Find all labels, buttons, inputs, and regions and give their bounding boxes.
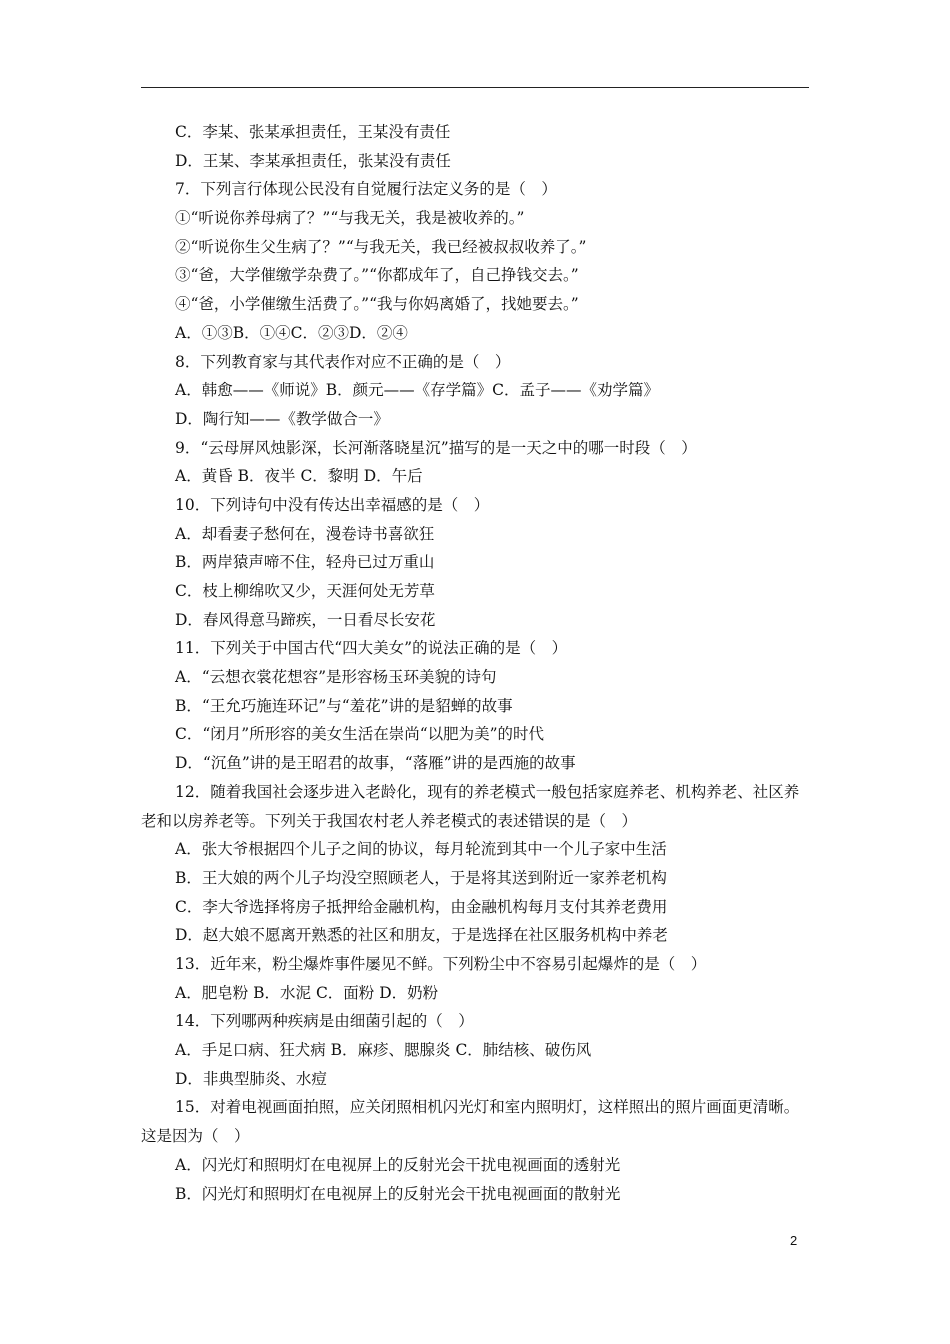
text-line: 9．“云母屏风烛影深，长河渐落晓星沉”描写的是一天之中的哪一时段（ ） <box>175 438 697 457</box>
text-line: 14．下列哪两种疾病是由细菌引起的（ ） <box>175 1012 474 1031</box>
text-line: A．却看妻子愁何在，漫卷诗书喜欲狂 <box>175 524 435 543</box>
text-line: C．李大爷选择将房子抵押给金融机构，由金融机构每月支付其养老费用 <box>175 897 668 916</box>
text-line: A．①③B．①④C．②③D．②④ <box>175 323 408 342</box>
text-line: B．闪光灯和照明灯在电视屏上的反射光会干扰电视画面的散射光 <box>175 1184 621 1203</box>
text-line: A．“云想衣裳花想容”是形容杨玉环美貌的诗句 <box>175 668 497 687</box>
text-line: A．手足口病、狂犬病 B．麻疹、腮腺炎 C．肺结核、破伤风 <box>175 1041 592 1060</box>
text-line: 13．近年来，粉尘爆炸事件屡见不鲜。下列粉尘中不容易引起爆炸的是（ ） <box>175 954 707 973</box>
text-line: B．王大娘的两个儿子均没空照顾老人，于是将其送到附近一家养老机构 <box>175 868 667 887</box>
text-line: C．李某、张某承担责任，王某没有责任 <box>175 123 451 141</box>
text-line: B．“王允巧施连环记”与“羞花”讲的是貂蝉的故事 <box>175 696 513 715</box>
text-line: B．两岸猿声啼不住，轻舟已过万重山 <box>175 553 435 572</box>
text-line: 12．随着我国社会逐步进入老龄化，现有的养老模式一般包括家庭养老、机构养老、社区养老和以房养老等。下列关于我国农村老人养老模式的表述错误的是（ ） <box>141 782 800 830</box>
text-line: 8．下列教育家与其代表作对应不正确的是（ ） <box>175 352 511 371</box>
text-line: D．非典型肺炎、水痘 <box>175 1069 327 1088</box>
text-line: 10．下列诗句中没有传达出幸福感的是（ ） <box>175 495 490 514</box>
text-line: 7．下列言行体现公民没有自觉履行法定义务的是（ ） <box>175 180 557 199</box>
text-line: D．王某、李某承担责任，张某没有责任 <box>175 151 451 170</box>
text-line: D．赵大娘不愿离开熟悉的社区和朋友，于是选择在社区服务机构中养老 <box>175 926 668 945</box>
header-rule <box>141 87 809 88</box>
text-line: A．韩愈——《师说》B．颜元——《存学篇》C．孟子——《劝学篇》 <box>175 381 659 400</box>
text-line: A．肥皂粉 B．水泥 C．面粉 D．奶粉 <box>175 983 439 1002</box>
text-line: D．陶行知——《教学做合一》 <box>175 409 389 428</box>
text-line: ②“听说你生父生病了？”“与我无关，我已经被叔叔收养了。” <box>175 237 587 256</box>
text-line: ④“爸，小学催缴生活费了。”“我与你妈离婚了，找她要去。” <box>175 295 579 314</box>
text-line: A．闪光灯和照明灯在电视屏上的反射光会干扰电视画面的透射光 <box>175 1155 621 1174</box>
page-body <box>141 118 809 1208</box>
text-line: 15．对着电视画面拍照，应关闭照相机闪光灯和室内照明灯，这样照出的照片画面更清晰。这是因为（ ） <box>141 1098 800 1146</box>
text-line: A．黄昏 B．夜半 C．黎明 D．午后 <box>175 467 423 486</box>
text-line: C．“闭月”所形容的美女生活在崇尚“以肥为美”的时代 <box>175 725 545 744</box>
page-number: 2 <box>790 1233 798 1248</box>
text-line: C．枝上柳绵吹又少，天涯何处无芳草 <box>175 582 435 600</box>
text-line: 11．下列关于中国古代“四大美女”的说法正确的是（ ） <box>175 639 568 658</box>
text-line: D．“沉鱼”讲的是王昭君的故事，“落雁”讲的是西施的故事 <box>175 754 576 773</box>
text-line: A．张大爷根据四个儿子之间的协议，每月轮流到其中一个儿子家中生活 <box>175 840 667 859</box>
text-line: ①“听说你养母病了？”“与我无关，我是被收养的。” <box>175 209 525 228</box>
text-line: ③“爸，大学催缴学杂费了。”“你都成年了，自己挣钱交去。” <box>175 266 579 285</box>
text-line: D．春风得意马蹄疾，一日看尽长安花 <box>175 610 436 629</box>
